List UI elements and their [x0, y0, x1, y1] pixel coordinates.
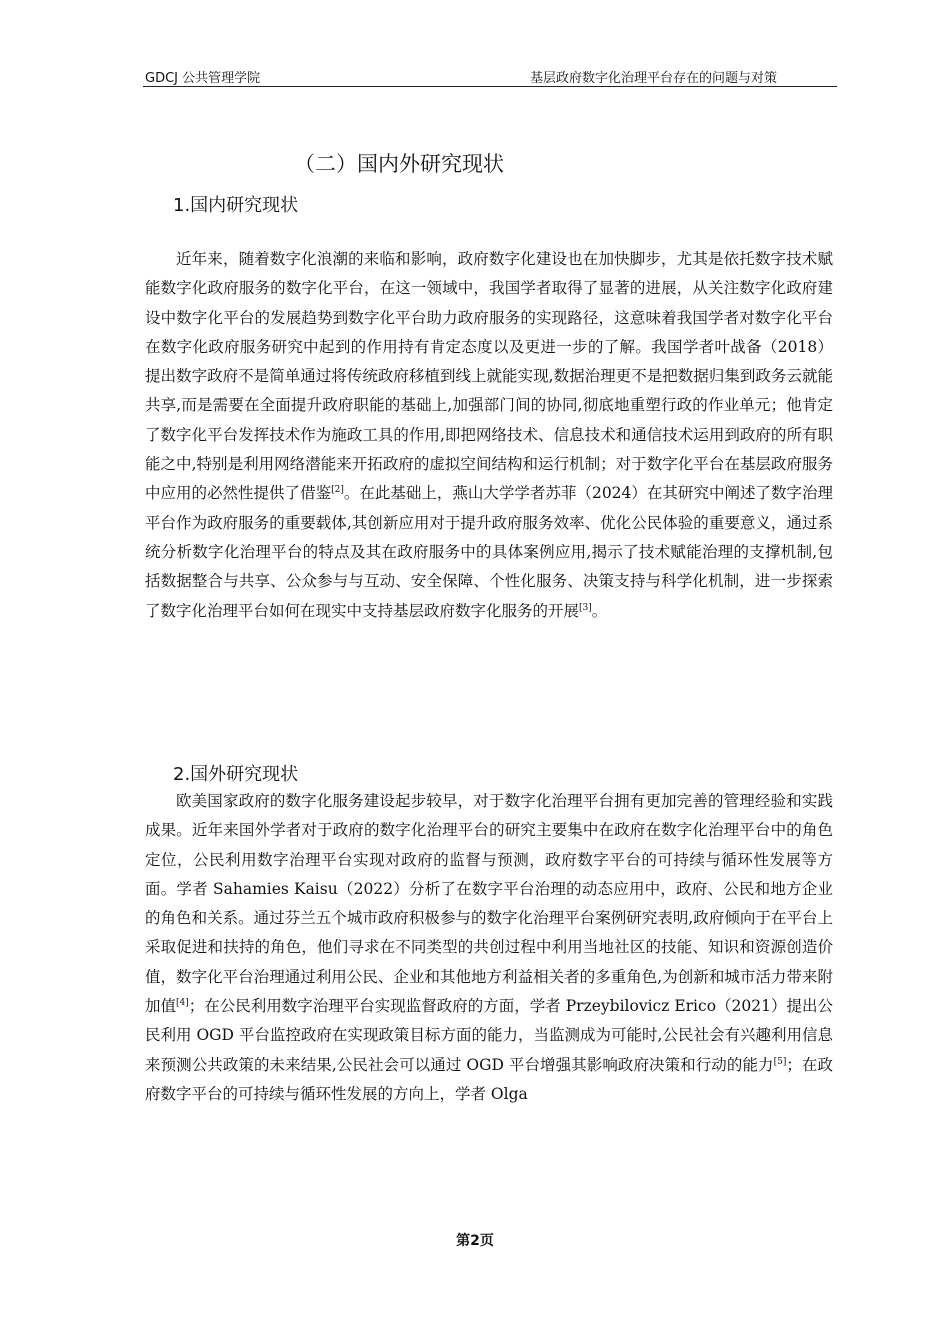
citation-ref: [3]: [579, 602, 592, 613]
header-thesis-title: 基层政府数字化治理平台存在的问题与对策: [529, 71, 777, 86]
paragraph-text: 近年来，随着数字化浪潮的来临和影响，政府数字化建设也在加快脚步，尤其是依托数字技术赋能数字化政府服务的数字化平台，在这一领域中，我国学者取得了显著的进展，从关注数字化政府建设中数字化平台的发展趋势到数字化平台助力政府服务的实现路径，这意味着我国学者对数字化平台在数字化政府服务研究中起到的作用持有肯定态度以及更进一步的了解。我国学者叶战备（2018）提出数字政府不是简单通过将传统政府移植到线上就能实现,数据治理更不是把数据归集到政务云就能共享,而是需要在全面提升政府职能的基础上,加强部门间的协同,彻底地重塑行政的作业单元；他肯定了数字化平台发挥技术作为施政工具的作用,即把网络技术、信息技术和通信技术运用到政府的所有职能之中,特别是利用网络潜能来开拓政府的虚拟空间结构和运行机制；对于数字化平台在基层政府服务中应用的必然性提供了借鉴: [145, 250, 833, 503]
running-header: [143, 66, 837, 87]
paragraph-text: ；在公民利用数字治理平台实现监督政府的方面，学者 Przeybilovicz Erico（2021）提出公民利用 OGD 平台监控政府在实现政策目标方面的能力，当监测成为可能时,公民社会有兴趣利用信息来预测公共政策的未来结果,公民社会可以通过 OGD 平台增强其影响政府决策和行动的能力: [145, 997, 833, 1074]
header-institution: GDCJ 公共管理学院: [145, 71, 261, 86]
paragraph-text: ；在政府数字平台的可持续与循环性发展的方向上，学者 Olga: [145, 1055, 833, 1103]
citation-ref: [2]: [331, 485, 344, 496]
page-number: 第2页: [456, 1233, 494, 1249]
paragraph-text: 。: [591, 601, 608, 620]
section-heading: [0, 148, 950, 178]
paragraph-text: 。在此基础上，燕山大学学者苏菲（2024）在其研究中阐述了数字治理平台作为政府服务的重要载体,其创新应用对于提升政府服务效率、优化公民体验的重要意义，通过系统分析数字化治理平台的特点及其在政府服务中的具体案例应用,揭示了技术赋能治理的支撑机制,包括数据整合与共享、公众参与与互动、安全保障、个性化服务、决策支持与科学化机制，进一步探索了数字化治理平台如何在现实中支持基层政府数字化服务的开展: [145, 484, 833, 620]
citation-ref: [4]: [176, 998, 189, 1009]
citation-ref: [5]: [773, 1056, 787, 1067]
paragraph-text: 欧美国家政府的数字化服务建设起步较早，对于数字化治理平台拥有更加完善的管理经验和实践成果。近年来国外学者对于政府的数字化治理平台的研究主要集中在政府在数字化治理平台中的角色定位，公民利用数字治理平台实现对政府的监督与预测，政府数字平台的可持续与循环性发展等方面。学者 Sahamies Kaisu（2022）分析了在数字平台治理的动态应用中，政府、公民和地方企业的角色和关系。通过芬兰五个城市政府积极参与的数字化治理平台案例研究表明,政府倾向于在平台上采取促进和扶持的角色，他们寻求在不同类型的共创过程中利用当地社区的技能、知识和资源创造价值，数字化平台治理通过利用公民、企业和其他地方利益相关者的多重角色,为创新和城市活力带来附加值: [145, 792, 833, 1016]
paragraph-foreign: [145, 787, 833, 1109]
subsection-heading-foreign: 2.国外研究现状: [173, 764, 299, 785]
section-heading-text: （二）国内外研究现状: [294, 152, 504, 176]
subsection-heading-domestic: 1.国内研究现状: [173, 195, 299, 216]
paragraph-domestic: [145, 245, 833, 626]
